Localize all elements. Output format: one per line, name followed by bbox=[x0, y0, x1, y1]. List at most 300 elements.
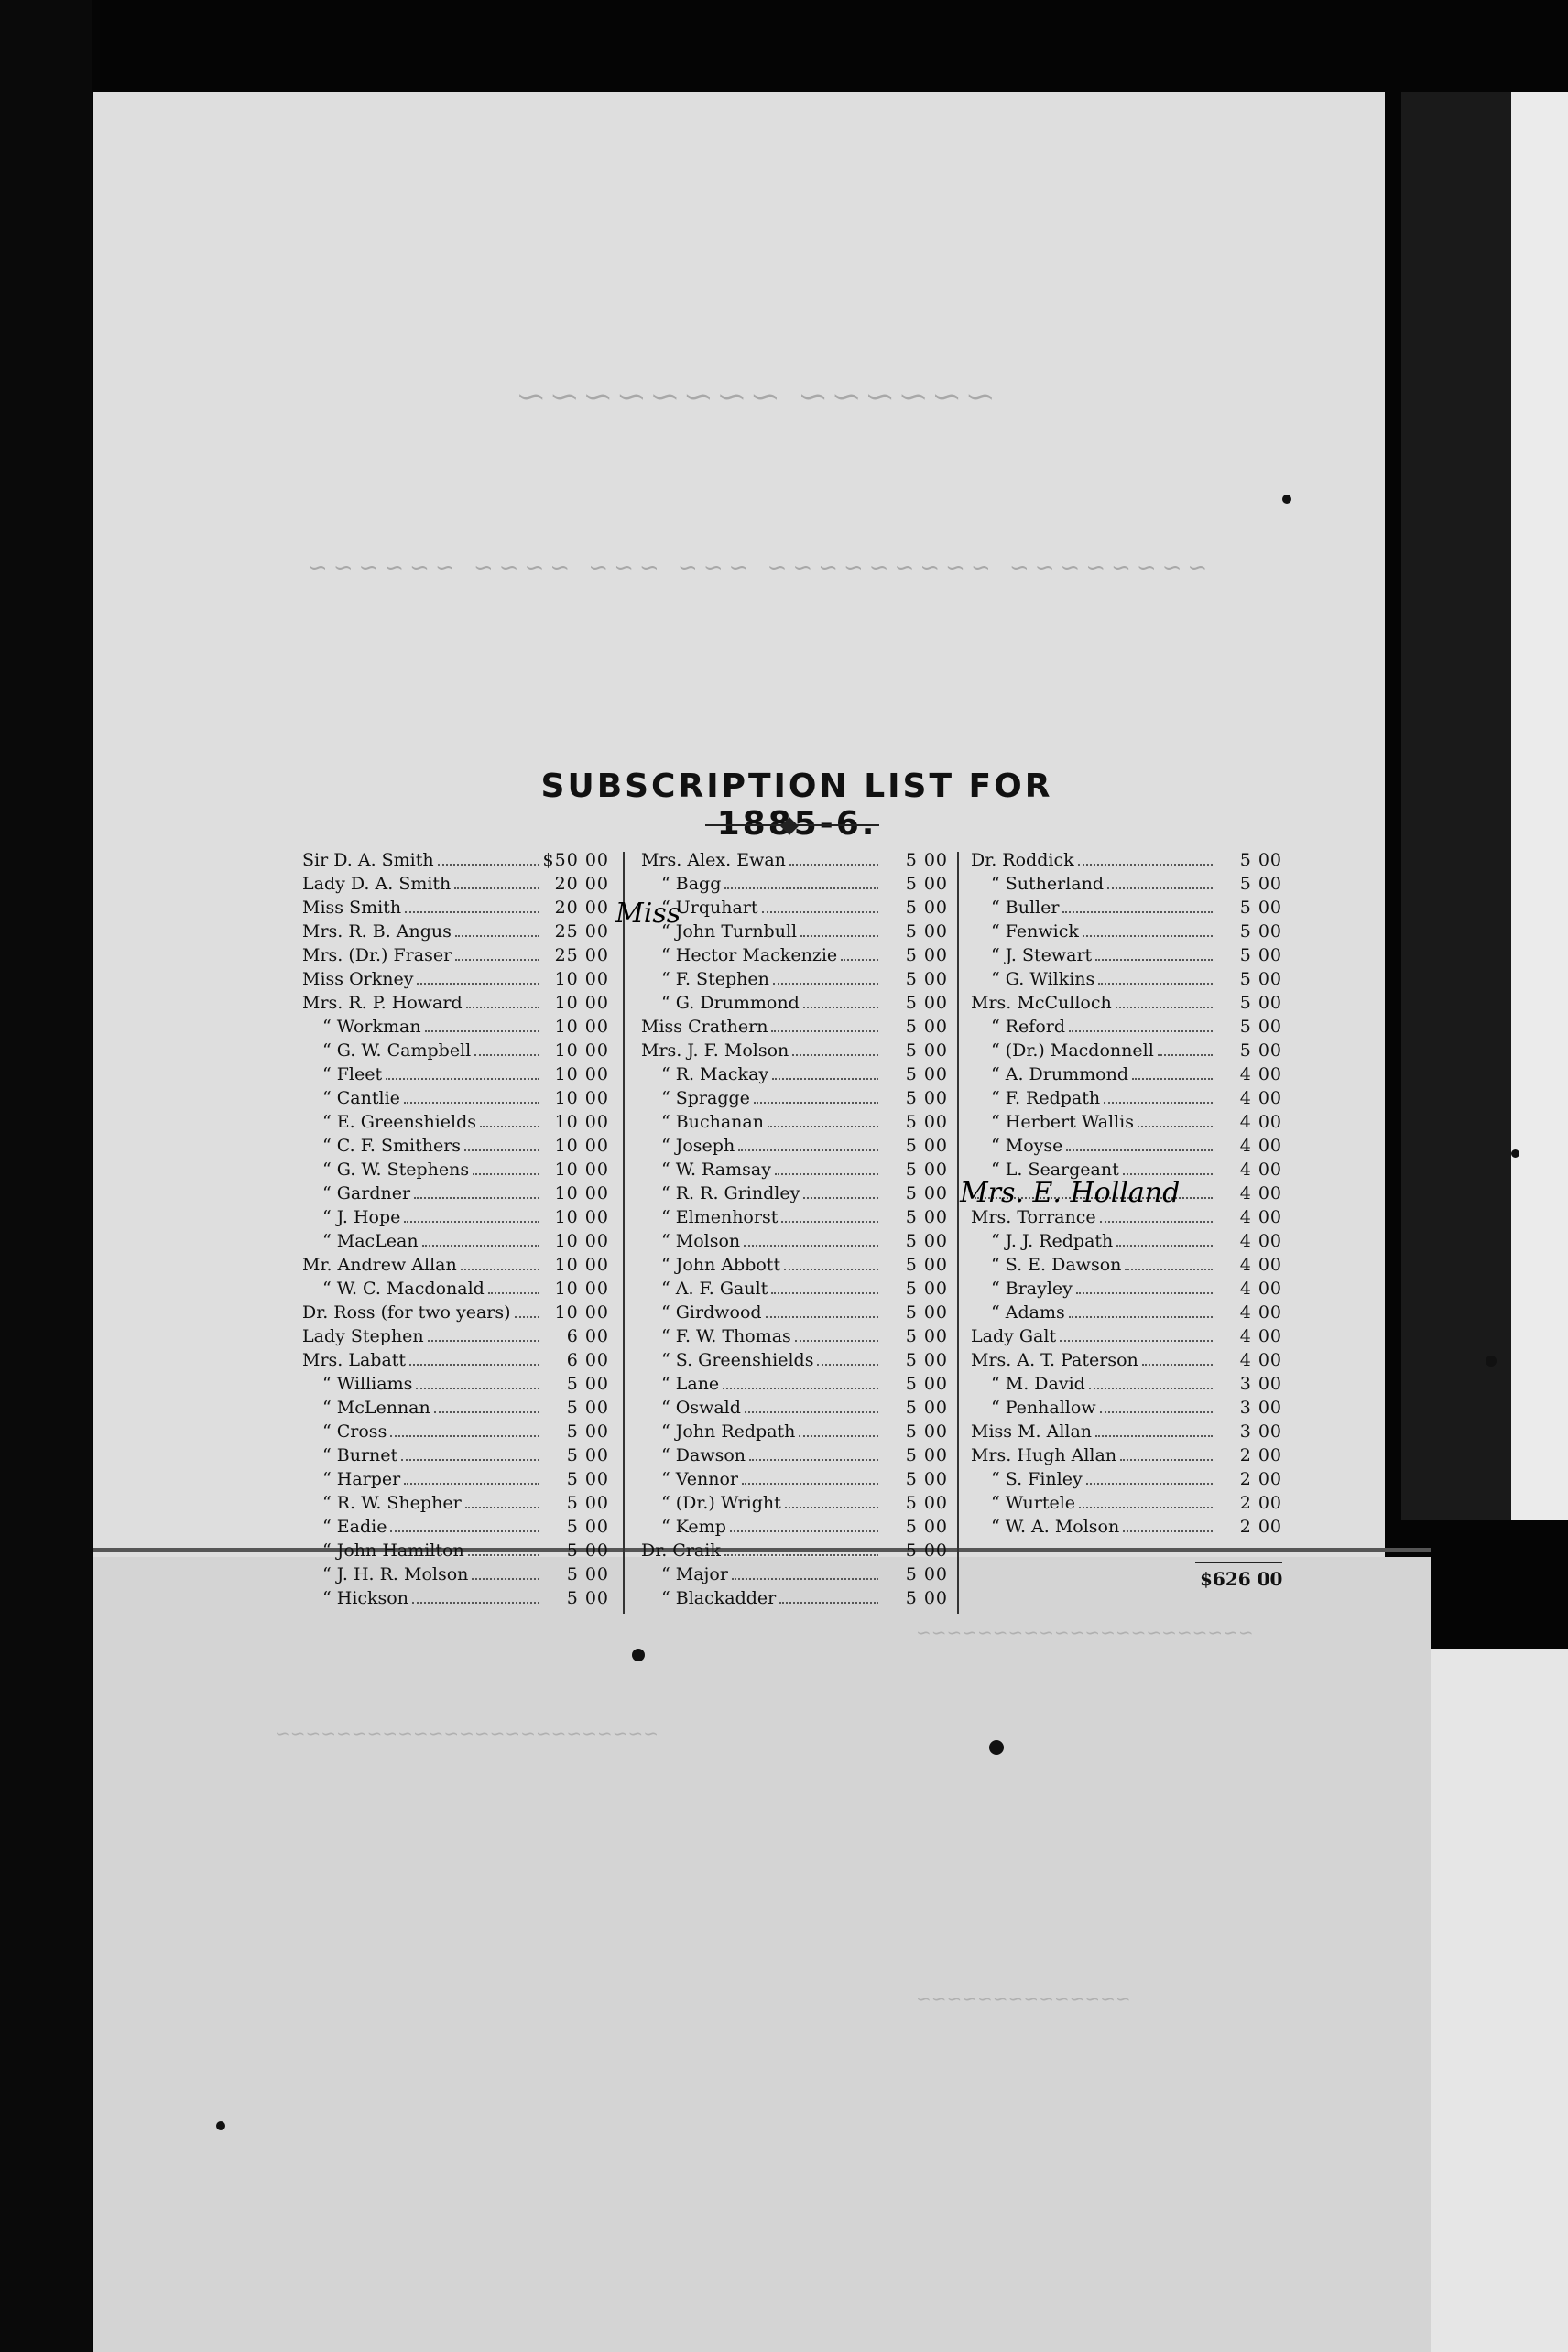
subscription-amount: $50 00 bbox=[542, 850, 609, 870]
leader-dots bbox=[425, 1030, 539, 1032]
leader-dots bbox=[1123, 1530, 1213, 1532]
subscriber-name: “ J. H. R. Molson bbox=[322, 1564, 469, 1584]
subscriber-row bbox=[302, 1136, 609, 1160]
subscriber-name: “ John Turnbull bbox=[661, 921, 798, 942]
subscriber-row bbox=[641, 1160, 948, 1183]
subscriber-row bbox=[971, 1112, 1282, 1136]
subscriber-row bbox=[641, 945, 948, 969]
subscription-amount: 25 00 bbox=[554, 945, 609, 965]
subscriber-row bbox=[302, 1017, 609, 1040]
subscriber-row bbox=[641, 874, 948, 898]
leader-dots bbox=[515, 1316, 539, 1318]
subscriber-name: Lady D. A. Smith bbox=[302, 874, 452, 894]
leader-dots bbox=[749, 1459, 878, 1461]
subscriber-name: “ Joseph bbox=[661, 1136, 735, 1156]
leader-dots bbox=[404, 1221, 539, 1223]
subscriber-name: “ Lane bbox=[661, 1374, 720, 1394]
subscriber-row bbox=[302, 1183, 609, 1207]
leader-dots bbox=[472, 1578, 539, 1580]
subscriber-row bbox=[302, 898, 609, 921]
subscription-amount: 4 00 bbox=[1239, 1279, 1282, 1299]
subscription-amount: 5 00 bbox=[905, 1564, 948, 1584]
subscriber-row bbox=[641, 1040, 948, 1064]
subscriber-row bbox=[641, 1350, 948, 1374]
subscriber-row bbox=[302, 1279, 609, 1302]
subscription-total: $626 00 bbox=[1200, 1568, 1283, 1590]
subscriber-name: “ Brayley bbox=[991, 1279, 1073, 1299]
subscriber-name: “ Dawson bbox=[661, 1445, 746, 1465]
subscriber-name: “ Elmenhorst bbox=[661, 1207, 779, 1227]
leader-dots bbox=[1132, 1078, 1213, 1080]
leader-dots bbox=[1100, 1411, 1213, 1413]
leader-dots bbox=[404, 1102, 539, 1104]
leader-dots bbox=[464, 1149, 539, 1151]
subscriber-name: “ Sutherland bbox=[991, 874, 1105, 894]
ink-speck bbox=[632, 1649, 645, 1661]
subscriber-name: “ G. Wilkins bbox=[991, 969, 1095, 989]
bleed-through-text: ~~~~~~~~~~~~~~~~~~~~~~~~~ bbox=[275, 1722, 659, 1744]
subscriber-name: “ R. W. Shepher bbox=[322, 1493, 462, 1513]
subscription-amount: 5 00 bbox=[566, 1398, 609, 1418]
subscription-amount: 2 00 bbox=[1239, 1445, 1282, 1465]
subscription-amount: 5 00 bbox=[905, 945, 948, 965]
subscription-amount: 5 00 bbox=[1239, 969, 1282, 989]
subscriber-name: “ R. R. Grindley bbox=[661, 1183, 800, 1203]
subscription-amount: 2 00 bbox=[1239, 1469, 1282, 1489]
subscription-amount: 4 00 bbox=[1239, 1183, 1282, 1203]
subscriber-name: Miss M. Allan bbox=[971, 1421, 1093, 1442]
leader-dots bbox=[817, 1364, 878, 1366]
subscriber-name: “ W. A. Molson bbox=[991, 1517, 1120, 1537]
subscriber-name: “ J. Hope bbox=[322, 1207, 401, 1227]
leader-dots bbox=[390, 1530, 539, 1532]
subscription-amount: 4 00 bbox=[1239, 1064, 1282, 1084]
subscriber-row bbox=[971, 1374, 1282, 1398]
subscription-amount: 3 00 bbox=[1239, 1421, 1282, 1442]
leader-dots bbox=[772, 1078, 878, 1080]
subscriber-row bbox=[641, 1469, 948, 1493]
document-page-lower-fold bbox=[93, 1557, 1431, 2352]
subscription-amount: 5 00 bbox=[905, 1541, 948, 1561]
subscriber-name: “ Cantlie bbox=[322, 1088, 400, 1108]
subscriber-row bbox=[302, 1421, 609, 1445]
subscriber-row bbox=[971, 850, 1282, 874]
subscription-amount: 5 00 bbox=[905, 1088, 948, 1108]
subscription-amount: 5 00 bbox=[905, 921, 948, 942]
leader-dots bbox=[1104, 1102, 1213, 1104]
subscriber-name: “ S. Greenshields bbox=[661, 1350, 814, 1370]
leader-dots bbox=[800, 935, 878, 937]
leader-dots bbox=[1086, 1483, 1213, 1485]
subscriber-row bbox=[641, 1398, 948, 1421]
subscriber-name: “ G. W. Stephens bbox=[322, 1160, 470, 1180]
subscriber-row bbox=[641, 1017, 948, 1040]
subscriber-name: “ W. Ramsay bbox=[661, 1160, 771, 1180]
subscriber-row bbox=[641, 1231, 948, 1255]
leader-dots bbox=[414, 1197, 539, 1199]
leader-dots bbox=[417, 983, 539, 985]
subscription-amount: 4 00 bbox=[1239, 1207, 1282, 1227]
subscriber-row bbox=[641, 1445, 948, 1469]
subscriber-name: Lady Galt bbox=[971, 1326, 1057, 1346]
subscription-amount: 10 00 bbox=[554, 1112, 609, 1132]
leader-dots bbox=[1123, 1173, 1213, 1175]
subscriber-row bbox=[641, 1421, 948, 1445]
subscriber-name: “ A. F. Gault bbox=[661, 1279, 768, 1299]
subscription-amount: 10 00 bbox=[554, 1064, 609, 1084]
leader-dots bbox=[732, 1578, 878, 1580]
bleed-through-text: ~~~~~~~~~~~~~~ bbox=[916, 1987, 1131, 2009]
subscription-amount: 5 00 bbox=[905, 1469, 948, 1489]
subscription-amount: 5 00 bbox=[905, 850, 948, 870]
subscriber-name: “ Penhallow bbox=[991, 1398, 1096, 1418]
leader-dots bbox=[404, 1483, 539, 1485]
subscriber-name: Mrs. Alex. Ewan bbox=[641, 850, 786, 870]
subscriber-row bbox=[302, 874, 609, 898]
subscription-amount: 10 00 bbox=[554, 1017, 609, 1037]
subscriber-row bbox=[641, 898, 948, 921]
subscriber-name: “ Eadie bbox=[322, 1517, 387, 1537]
subscriber-row bbox=[971, 1445, 1282, 1469]
adjacent-page-lower bbox=[1410, 1649, 1568, 2352]
leader-dots bbox=[428, 1340, 539, 1342]
subscriber-row bbox=[971, 898, 1282, 921]
total-rule bbox=[1195, 1562, 1282, 1563]
subscriber-name: Miss Smith bbox=[302, 898, 402, 918]
leader-dots bbox=[775, 1173, 878, 1175]
subscription-amount: 3 00 bbox=[1239, 1398, 1282, 1418]
subscriber-row bbox=[302, 1493, 609, 1517]
subscriber-row bbox=[302, 993, 609, 1017]
subscriber-name: “ J. J. Redpath bbox=[991, 1231, 1114, 1251]
column-divider bbox=[623, 852, 625, 1614]
subscriber-name: “ Workman bbox=[322, 1017, 421, 1037]
subscription-amount: 5 00 bbox=[905, 1040, 948, 1061]
subscriber-row bbox=[302, 1374, 609, 1398]
leader-dots bbox=[1098, 983, 1213, 985]
leader-dots bbox=[474, 1054, 539, 1056]
subscription-amount: 4 00 bbox=[1239, 1136, 1282, 1156]
subscriber-row bbox=[641, 1374, 948, 1398]
subscriber-row bbox=[641, 1517, 948, 1541]
subscriber-name: Mrs. Labatt bbox=[302, 1350, 407, 1370]
leader-dots bbox=[488, 1292, 539, 1294]
subscription-amount: 5 00 bbox=[905, 1207, 948, 1227]
handwritten-annotation: Mrs. E. Holland bbox=[960, 1177, 1181, 1209]
subscriber-row bbox=[971, 1064, 1282, 1088]
subscriber-row bbox=[302, 1326, 609, 1350]
subscriber-name: Mrs. R. B. Angus bbox=[302, 921, 452, 942]
subscriber-row bbox=[971, 993, 1282, 1017]
subscriber-row bbox=[641, 1588, 948, 1612]
subscriber-row bbox=[971, 1517, 1282, 1541]
leader-dots bbox=[1158, 1054, 1213, 1056]
subscription-amount: 5 00 bbox=[1239, 1040, 1282, 1061]
subscriber-row bbox=[302, 1302, 609, 1326]
leader-dots bbox=[465, 1507, 539, 1508]
subscriber-name: “ Adams bbox=[991, 1302, 1065, 1323]
subscriber-name: “ Fenwick bbox=[991, 921, 1079, 942]
subscription-amount: 5 00 bbox=[566, 1469, 609, 1489]
subscriber-row bbox=[971, 1255, 1282, 1279]
subscriber-row bbox=[302, 1350, 609, 1374]
subscriber-row bbox=[971, 1231, 1282, 1255]
subscription-amount: 5 00 bbox=[566, 1588, 609, 1608]
subscription-amount: 5 00 bbox=[905, 1279, 948, 1299]
subscription-amount: 4 00 bbox=[1239, 1255, 1282, 1275]
leader-dots bbox=[1095, 1435, 1213, 1437]
subscriber-row bbox=[302, 1564, 609, 1588]
leader-dots bbox=[466, 1007, 539, 1008]
subscription-amount: 4 00 bbox=[1239, 1160, 1282, 1180]
subscriber-column-2 bbox=[641, 850, 948, 1612]
subscriber-name: “ W. C. Macdonald bbox=[322, 1279, 485, 1299]
subscriber-name: “ MacLean bbox=[322, 1231, 419, 1251]
subscriber-row bbox=[302, 945, 609, 969]
leader-dots bbox=[742, 1483, 878, 1485]
leader-dots bbox=[386, 1078, 539, 1080]
subscriber-row bbox=[641, 1088, 948, 1112]
subscription-amount: 5 00 bbox=[566, 1541, 609, 1561]
leader-dots bbox=[1116, 1007, 1213, 1008]
subscriber-name: “ Williams bbox=[322, 1374, 413, 1394]
subscription-amount: 5 00 bbox=[905, 1112, 948, 1132]
subscription-list-title: SUBSCRIPTION LIST FOR bbox=[540, 768, 1053, 805]
leader-dots bbox=[779, 1602, 878, 1604]
subscriber-row bbox=[641, 993, 948, 1017]
leader-dots bbox=[1100, 1221, 1213, 1223]
subscriber-name: Mrs. McCulloch bbox=[971, 993, 1112, 1013]
bleed-through-heading: ~~~~~~ ~~~~~~~~ bbox=[513, 376, 996, 418]
subscription-amount: 5 00 bbox=[905, 1445, 948, 1465]
leader-dots bbox=[1120, 1459, 1213, 1461]
subscriber-name: “ Reford bbox=[991, 1017, 1066, 1037]
subscription-amount: 5 00 bbox=[566, 1421, 609, 1442]
subscription-amount: 20 00 bbox=[554, 898, 609, 918]
subscription-amount: 10 00 bbox=[554, 1183, 609, 1203]
subscription-amount: 6 00 bbox=[566, 1326, 609, 1346]
leader-dots bbox=[422, 1245, 539, 1247]
subscriber-name: “ M. David bbox=[991, 1374, 1085, 1394]
subscription-amount: 10 00 bbox=[554, 993, 609, 1013]
subscriber-name: “ Major bbox=[661, 1564, 728, 1584]
subscriber-name: “ Spragge bbox=[661, 1088, 750, 1108]
subscription-amount: 10 00 bbox=[554, 1231, 609, 1251]
subscriber-name: “ G. W. Campbell bbox=[322, 1040, 472, 1061]
leader-dots bbox=[438, 864, 539, 866]
subscription-amount: 2 00 bbox=[1239, 1493, 1282, 1513]
subscriber-name: “ Hector Mackenzie bbox=[661, 945, 838, 965]
leader-dots bbox=[1116, 1245, 1213, 1247]
subscriber-row bbox=[971, 1398, 1282, 1421]
leader-dots bbox=[781, 1221, 878, 1223]
subscriber-row bbox=[971, 1302, 1282, 1326]
subscriber-name: “ (Dr.) Wright bbox=[661, 1493, 781, 1513]
leader-dots bbox=[724, 887, 878, 889]
subscriber-name: “ F. W. Thomas bbox=[661, 1326, 791, 1346]
subscriber-row bbox=[971, 1279, 1282, 1302]
subscriber-name: “ Fleet bbox=[322, 1064, 383, 1084]
subscription-amount: 5 00 bbox=[905, 1421, 948, 1442]
subscriber-row bbox=[971, 1421, 1282, 1445]
subscriber-name: “ Kemp bbox=[661, 1517, 726, 1537]
subscriber-row bbox=[641, 1541, 948, 1564]
leader-dots bbox=[1107, 887, 1213, 889]
subscription-amount: 2 00 bbox=[1239, 1517, 1282, 1537]
subscriber-name: Miss Orkney bbox=[302, 969, 414, 989]
subscriber-name: “ J. Stewart bbox=[991, 945, 1093, 965]
subscription-amount: 5 00 bbox=[566, 1564, 609, 1584]
leader-dots bbox=[785, 1507, 878, 1508]
subscription-amount: 10 00 bbox=[554, 1160, 609, 1180]
subscriber-name: Mrs. J. F. Molson bbox=[641, 1040, 789, 1061]
leader-dots bbox=[762, 911, 878, 913]
subscription-amount: 5 00 bbox=[905, 1017, 948, 1037]
subscription-amount: 5 00 bbox=[566, 1445, 609, 1465]
subscriber-row bbox=[641, 1064, 948, 1088]
subscriber-row bbox=[971, 1469, 1282, 1493]
column-divider bbox=[957, 852, 959, 1614]
leader-dots bbox=[744, 1245, 878, 1247]
subscriber-name: “ John Redpath bbox=[661, 1421, 796, 1442]
subscription-amount: 5 00 bbox=[1239, 850, 1282, 870]
subscriber-row bbox=[302, 1088, 609, 1112]
subscription-amount: 10 00 bbox=[554, 1255, 609, 1275]
subscription-amount: 5 00 bbox=[905, 874, 948, 894]
subscription-amount: 5 00 bbox=[905, 1183, 948, 1203]
subscriber-row bbox=[641, 1326, 948, 1350]
subscription-amount: 5 00 bbox=[905, 1064, 948, 1084]
subscription-amount: 5 00 bbox=[566, 1374, 609, 1394]
leader-dots bbox=[1069, 1316, 1213, 1318]
subscriber-name: “ Cross bbox=[322, 1421, 387, 1442]
leader-dots bbox=[766, 1316, 878, 1318]
subscriber-name: Dr. Roddick bbox=[971, 850, 1074, 870]
subscriber-row bbox=[302, 1445, 609, 1469]
leader-dots bbox=[1089, 1388, 1213, 1389]
subscriber-name: “ S. Finley bbox=[991, 1469, 1083, 1489]
leader-dots bbox=[792, 1054, 878, 1056]
subscriber-name: Sir D. A. Smith bbox=[302, 850, 434, 870]
subscriber-row bbox=[641, 921, 948, 945]
leader-dots bbox=[771, 1292, 878, 1294]
subscription-amount: 10 00 bbox=[554, 1207, 609, 1227]
bleed-through-text: ~~~~~~~~~~~~~~~~~~~~~~ bbox=[916, 1621, 1254, 1643]
subscriber-name: “ Bagg bbox=[661, 874, 722, 894]
leader-dots bbox=[723, 1388, 878, 1389]
subscriber-name: Mrs. R. P. Howard bbox=[302, 993, 463, 1013]
subscriber-name: “ Buller bbox=[991, 898, 1060, 918]
subscriber-name: “ Blackadder bbox=[661, 1588, 777, 1608]
leader-dots bbox=[1142, 1364, 1213, 1366]
subscriber-row bbox=[641, 850, 948, 874]
subscription-amount: 5 00 bbox=[905, 1231, 948, 1251]
leader-dots bbox=[1079, 1507, 1213, 1508]
subscription-amount: 5 00 bbox=[905, 1160, 948, 1180]
subscriber-name: “ A. Drummond bbox=[991, 1064, 1128, 1084]
leader-dots bbox=[434, 1411, 539, 1413]
subscription-amount: 5 00 bbox=[905, 969, 948, 989]
subscriber-row bbox=[641, 1493, 948, 1517]
subscriber-row bbox=[641, 1279, 948, 1302]
leader-dots bbox=[784, 1269, 878, 1270]
subscription-amount: 5 00 bbox=[1239, 945, 1282, 965]
subscriber-name: “ Wurtele bbox=[991, 1493, 1076, 1513]
leader-dots bbox=[454, 887, 539, 889]
leader-dots bbox=[468, 1554, 539, 1556]
subscriber-row bbox=[302, 1231, 609, 1255]
leader-dots bbox=[461, 1269, 539, 1270]
subscription-amount: 5 00 bbox=[1239, 921, 1282, 942]
subscription-amount: 5 00 bbox=[905, 898, 948, 918]
subscriber-name: “ Hickson bbox=[322, 1588, 408, 1608]
subscriber-row bbox=[302, 1517, 609, 1541]
subscription-amount: 5 00 bbox=[905, 1326, 948, 1346]
leader-dots bbox=[738, 1149, 878, 1151]
subscriber-row bbox=[641, 1302, 948, 1326]
subscriber-name: “ L. Seargeant bbox=[991, 1160, 1119, 1180]
subscriber-name: “ Herbert Wallis bbox=[991, 1112, 1134, 1132]
leader-dots bbox=[1060, 1340, 1213, 1342]
subscription-amount: 10 00 bbox=[554, 1279, 609, 1299]
subscriber-name: “ E. Greenshields bbox=[322, 1112, 476, 1132]
subscriber-row bbox=[302, 1160, 609, 1183]
subscription-amount: 5 00 bbox=[905, 1136, 948, 1156]
subscriber-row bbox=[302, 850, 609, 874]
subscription-amount: 4 00 bbox=[1239, 1350, 1282, 1370]
leader-dots bbox=[1076, 1292, 1213, 1294]
subscriber-row bbox=[641, 1255, 948, 1279]
subscriber-row bbox=[302, 1469, 609, 1493]
subscriber-row bbox=[302, 1112, 609, 1136]
subscriber-row bbox=[641, 1112, 948, 1136]
subscriber-row bbox=[971, 1326, 1282, 1350]
subscriber-row bbox=[971, 1040, 1282, 1064]
subscriber-name: “ Oswald bbox=[661, 1398, 741, 1418]
subscriber-row bbox=[971, 1207, 1282, 1231]
subscription-amount: 4 00 bbox=[1239, 1231, 1282, 1251]
subscription-amount: 5 00 bbox=[1239, 993, 1282, 1013]
subscription-amount: 5 00 bbox=[1239, 1017, 1282, 1037]
leader-dots bbox=[473, 1173, 539, 1175]
subscriber-name: Mrs. A. T. Paterson bbox=[971, 1350, 1138, 1370]
subscriber-name: Mr. Andrew Allan bbox=[302, 1255, 457, 1275]
subscriber-row bbox=[302, 1255, 609, 1279]
subscription-amount: 4 00 bbox=[1239, 1326, 1282, 1346]
subscription-amount: 4 00 bbox=[1239, 1112, 1282, 1132]
subscriber-name: “ Moyse bbox=[991, 1136, 1063, 1156]
subscriber-name: “ Vennor bbox=[661, 1469, 738, 1489]
subscriber-name: “ C. F. Smithers bbox=[322, 1136, 462, 1156]
subscriber-name: Miss Crathern bbox=[641, 1017, 768, 1037]
leader-dots bbox=[455, 935, 539, 937]
leader-dots bbox=[409, 1364, 539, 1366]
subscriber-row bbox=[302, 1541, 609, 1564]
leader-dots bbox=[480, 1126, 539, 1127]
subscriber-row bbox=[641, 1564, 948, 1588]
ink-speck bbox=[1486, 1356, 1497, 1367]
subscriber-row bbox=[971, 1493, 1282, 1517]
subscription-amount: 10 00 bbox=[554, 1088, 609, 1108]
leader-dots bbox=[754, 1102, 878, 1104]
subscriber-name: “ Burnet bbox=[322, 1445, 398, 1465]
leader-dots bbox=[1125, 1269, 1213, 1270]
subscriber-name: “ R. Mackay bbox=[661, 1064, 769, 1084]
subscriber-name: “ (Dr.) Macdonnell bbox=[991, 1040, 1154, 1061]
subscriber-row bbox=[302, 969, 609, 993]
subscriber-row bbox=[302, 1064, 609, 1088]
bleed-through-subheading: ~~~~~~~~ ~~~~~~~~~ ~~~ ~~~ ~~~~ ~~~~~~ bbox=[302, 554, 1208, 582]
